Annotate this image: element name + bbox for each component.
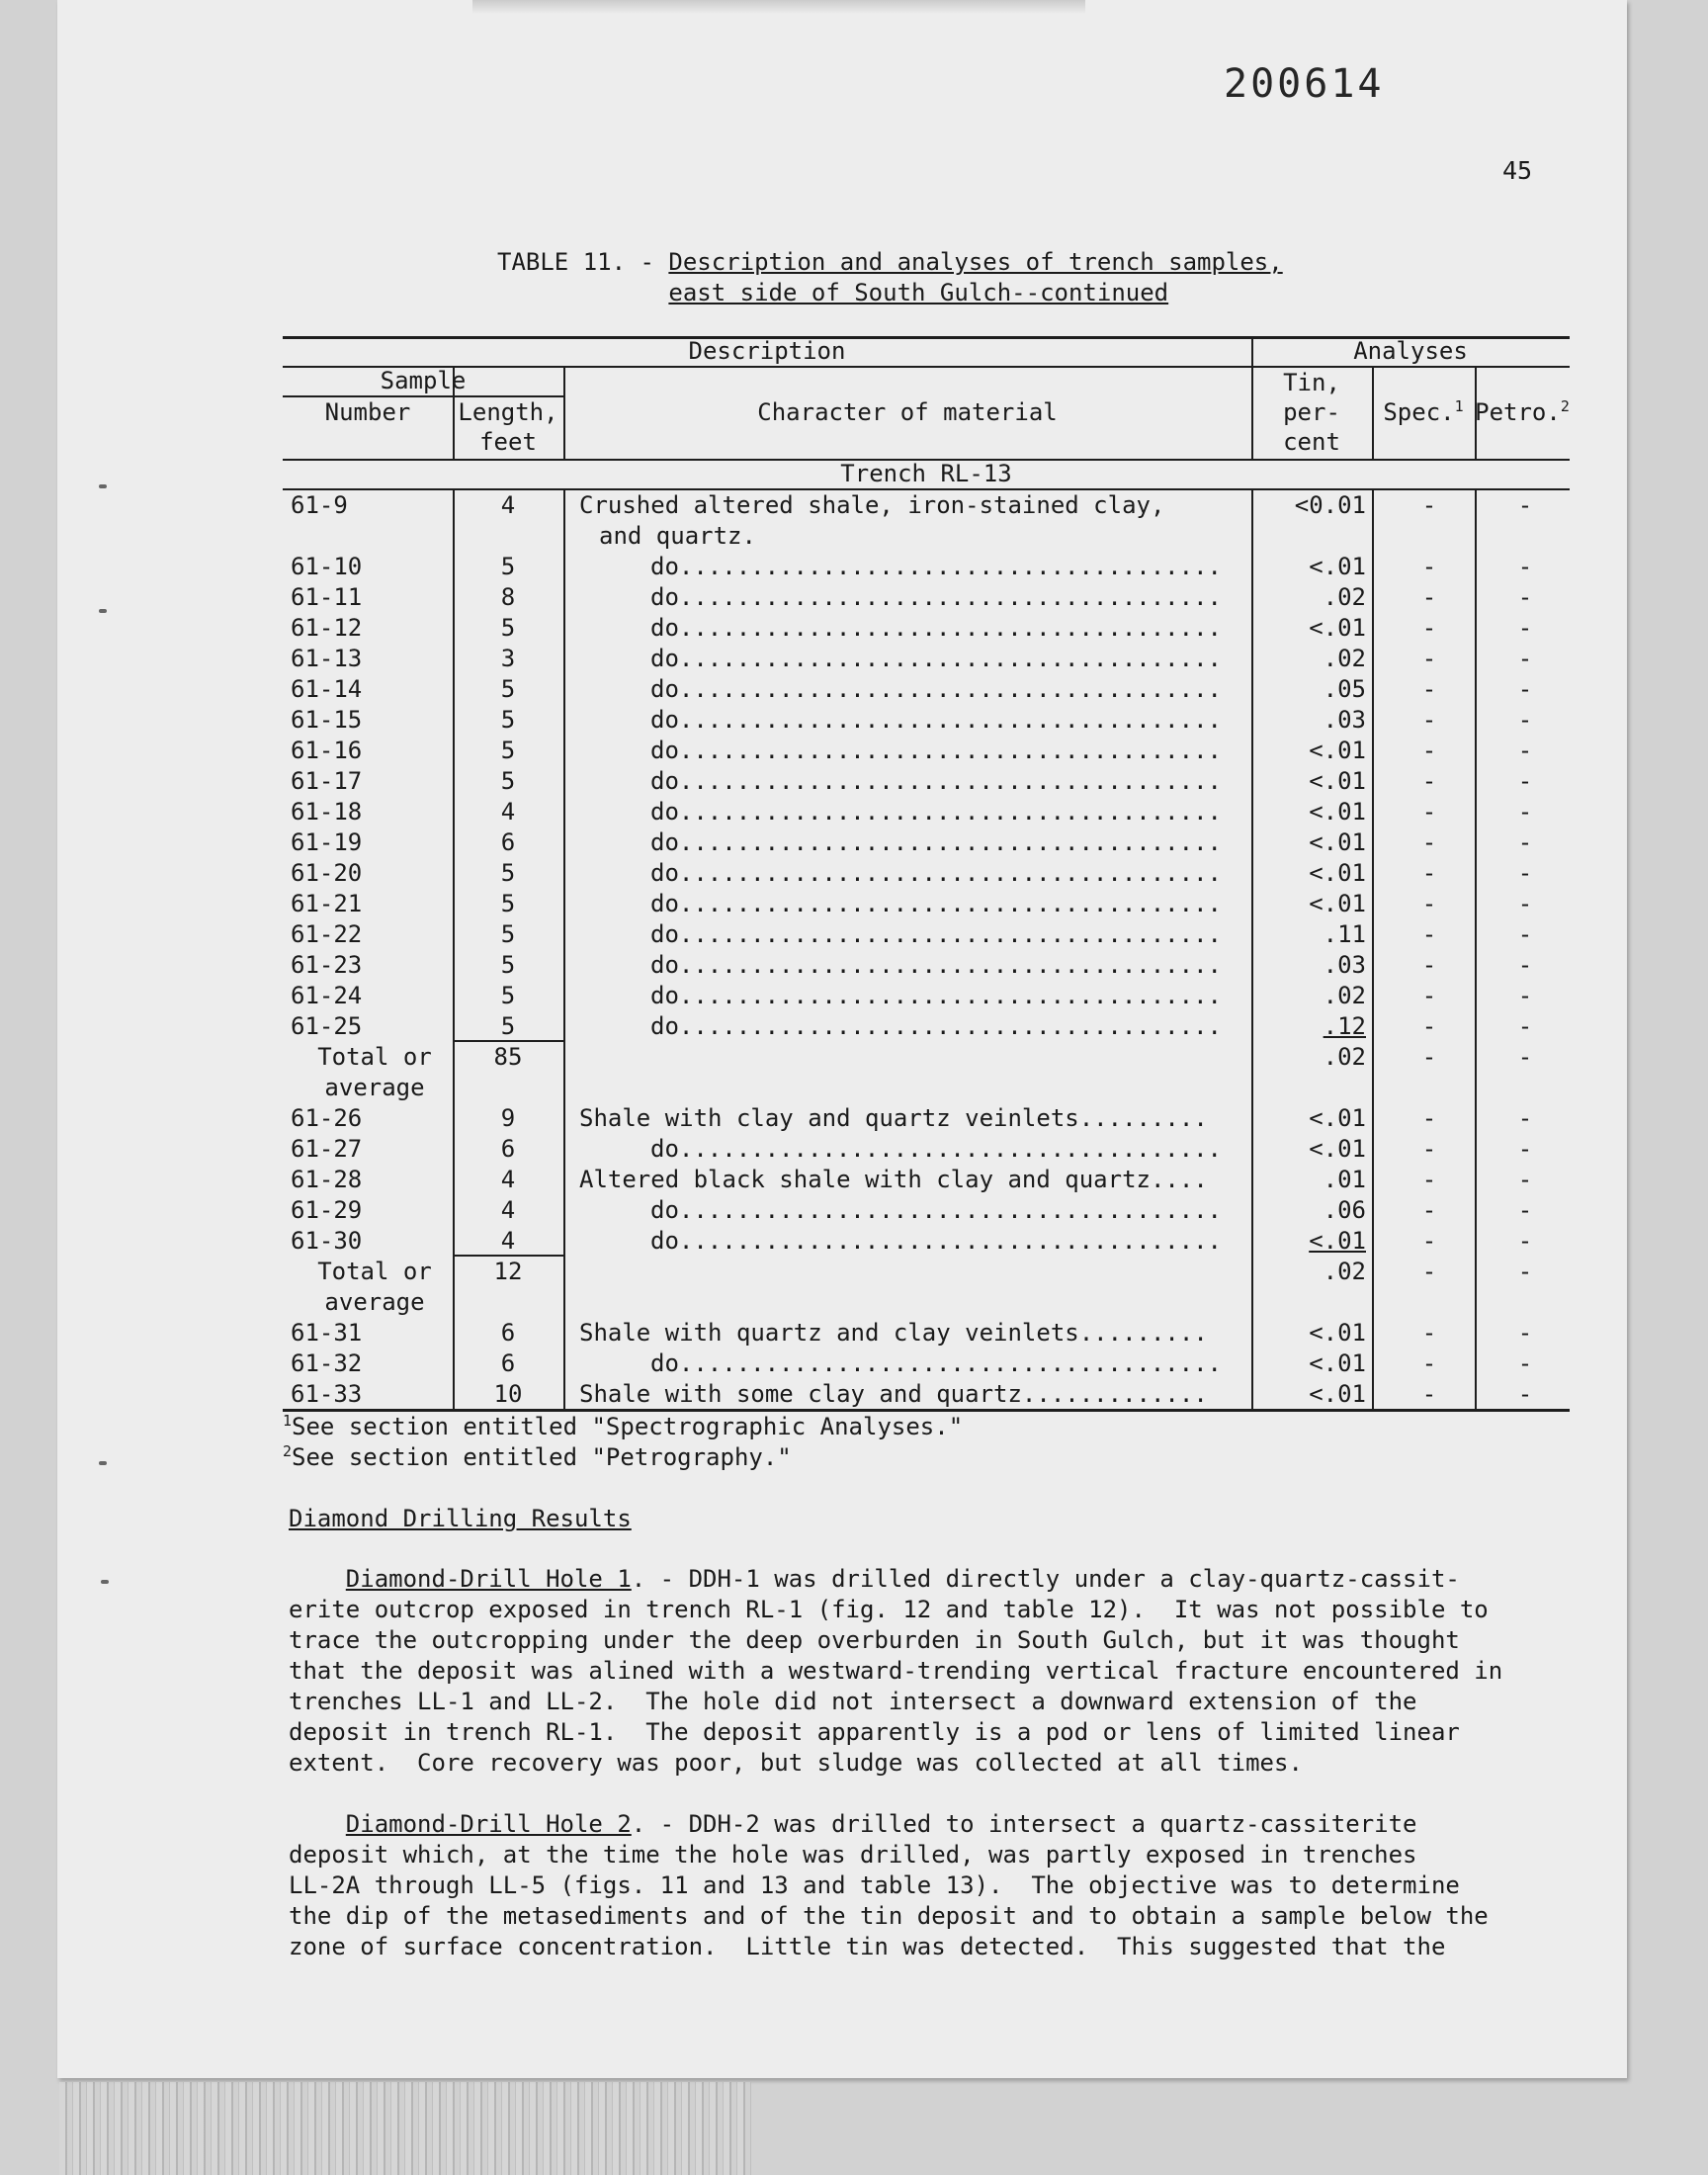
cell-tin-percent: <.01 (1309, 737, 1366, 764)
cell-spec: - (1421, 1012, 1437, 1040)
table-row (283, 858, 1570, 889)
cell-length: 5 (500, 982, 516, 1009)
cell-character: do...................................... (650, 828, 1222, 856)
table-row (283, 919, 1570, 950)
cell-number: 61-29 (291, 1196, 363, 1224)
cell-tin-percent: <.01 (1309, 798, 1366, 826)
margin-mark (99, 1461, 107, 1465)
table-row (283, 950, 1570, 981)
cell-number: 61-15 (291, 706, 363, 734)
cell-number: 61-9 (291, 491, 348, 519)
cell-length: 5 (500, 767, 516, 795)
cell-number: 61-30 (291, 1227, 363, 1255)
footnotes (283, 1412, 963, 1473)
cell-spec: - (1421, 798, 1437, 826)
cell-tin-percent: <0.01 (1294, 491, 1366, 519)
cell-tin-percent: .05 (1323, 675, 1366, 703)
cell-spec: - (1421, 491, 1437, 519)
cell-spec: - (1421, 1227, 1437, 1255)
cell-petro: - (1517, 1380, 1533, 1408)
para1-line-5: deposit in trench RL-1. The deposit apparently is a pod or lens of limited linear (289, 1718, 1460, 1746)
cell-tin-percent: <.01 (1309, 890, 1366, 917)
table-body (283, 490, 1570, 1410)
cell-petro: - (1517, 1258, 1533, 1285)
cell-number: 61-24 (291, 982, 363, 1009)
table-row (283, 552, 1570, 582)
cell-petro: - (1517, 1349, 1533, 1377)
cell-character: do...................................... (650, 645, 1222, 672)
cell-length: 85 (493, 1043, 523, 1071)
cell-tin-percent: <.01 (1309, 767, 1366, 795)
cell-spec: - (1421, 982, 1437, 1009)
cell-length: 3 (500, 645, 516, 672)
table-title-continued: east side of South Gulch--continued (668, 279, 1169, 306)
cell-tin-percent: <.01 (1309, 614, 1366, 642)
para2-line-3: the dip of the metasediments and of the tin deposit and to obtain a sample below the (289, 1902, 1489, 1930)
cell-length: 8 (500, 583, 516, 611)
cell-tin-percent: <.01 (1309, 859, 1366, 887)
cell-petro: - (1517, 920, 1533, 948)
cell-length: 12 (493, 1258, 523, 1285)
cell-spec: - (1421, 614, 1437, 642)
cell-number: 61-32 (291, 1349, 363, 1377)
table-title (497, 247, 1283, 308)
cell-spec: - (1421, 1135, 1437, 1163)
cell-number: 61-22 (291, 920, 363, 948)
table-row (283, 889, 1570, 919)
cell-number: 61-25 (291, 1012, 363, 1040)
cell-petro: - (1517, 1319, 1533, 1347)
cell-character: Altered black shale with clay and quartz.... (579, 1166, 1208, 1193)
para1-line-4: trenches LL-1 and LL-2. The hole did not intersect a downward extension of the (289, 1688, 1417, 1715)
cell-character: do...................................... (650, 1227, 1222, 1255)
cell-number: 61-31 (291, 1319, 363, 1347)
cell-number: 61-13 (291, 645, 363, 672)
margin-mark (101, 1580, 109, 1584)
header-sample: Sample (380, 367, 467, 394)
cell-length: 5 (500, 951, 516, 979)
cell-spec: - (1421, 645, 1437, 672)
footnote-1: $^1$See section entitled "Spectrographic Analyses." (283, 1412, 964, 1440)
cell-petro: - (1517, 675, 1533, 703)
para2-line-4: zone of surface concentration. Little tin was detected. This suggested that the (289, 1933, 1446, 1960)
cell-character: Shale with clay and quartz veinlets......... (579, 1104, 1208, 1132)
cell-petro: - (1517, 798, 1533, 826)
cell-spec: - (1421, 1258, 1437, 1285)
cell-character: do...................................... (650, 982, 1222, 1009)
cell-tin-percent: <.01 (1309, 1380, 1366, 1408)
cell-spec: - (1421, 737, 1437, 764)
cell-length: 5 (500, 675, 516, 703)
cell-character: do...................................... (650, 767, 1222, 795)
paragraph-ddh-2 (289, 1809, 1574, 1962)
cell-petro: - (1517, 614, 1533, 642)
cell-character: do...................................... (650, 1349, 1222, 1377)
table-row (283, 705, 1570, 736)
cell-tin-percent: <.01 (1309, 1319, 1366, 1347)
cell-character: Crushed altered shale, iron-stained clay, (579, 491, 1165, 519)
cell-spec: - (1421, 1104, 1437, 1132)
cell-petro: - (1517, 1043, 1533, 1071)
table-row (283, 644, 1570, 674)
scan-smudge (472, 0, 1085, 14)
cell-spec: - (1421, 675, 1437, 703)
cell-length: 6 (500, 828, 516, 856)
cell-character: do...................................... (650, 1012, 1222, 1040)
margin-mark (99, 484, 107, 488)
cell-character: do...................................... (650, 798, 1222, 826)
cell-spec: - (1421, 767, 1437, 795)
cell-petro: - (1517, 1166, 1533, 1193)
trench-samples-table (283, 336, 1570, 1414)
footnote-2: $^2$See section entitled "Petrography." (283, 1442, 792, 1471)
table-row (283, 1226, 1570, 1257)
cell-character: do...................................... (650, 675, 1222, 703)
cell-petro: - (1517, 491, 1533, 519)
header-description: Description (688, 337, 846, 365)
cell-number: 61-12 (291, 614, 363, 642)
cell-length: 10 (493, 1380, 523, 1408)
cell-petro: - (1517, 553, 1533, 580)
cell-tin-percent: .02 (1323, 1258, 1366, 1285)
cell-spec: - (1421, 920, 1437, 948)
cell-petro: - (1517, 890, 1533, 917)
cell-tin-percent: <.01 (1309, 1349, 1366, 1377)
header-petro: Petro.$^2$ (1475, 397, 1570, 426)
trench-label: Trench RL-13 (840, 460, 1012, 487)
cell-length: 5 (500, 920, 516, 948)
cell-character: do...................................... (650, 1135, 1222, 1163)
cell-length: 5 (500, 553, 516, 580)
cell-length: 4 (500, 1196, 516, 1224)
total-row (283, 1042, 1570, 1103)
cell-tin-percent: <.01 (1309, 553, 1366, 580)
cell-number: 61-23 (291, 951, 363, 979)
cell-petro: - (1517, 583, 1533, 611)
para2-line-2: LL-2A through LL-5 (figs. 11 and 13 and table 13). The objective was to determine (289, 1871, 1460, 1899)
cell-number: 61-20 (291, 859, 363, 887)
cell-tin-percent: .03 (1323, 951, 1366, 979)
cell-spec: - (1421, 553, 1437, 580)
page-number: 45 (1502, 156, 1533, 185)
table-title-prefix: TABLE 11. - (497, 248, 669, 276)
header-spec: Spec.$^1$ (1383, 397, 1464, 426)
table-row (283, 674, 1570, 705)
cell-character-continued: and quartz. (599, 522, 756, 550)
cell-tin-percent: .02 (1323, 645, 1366, 672)
table-row (283, 1165, 1570, 1195)
cell-petro: - (1517, 706, 1533, 734)
cell-petro: - (1517, 828, 1533, 856)
scan-edge-strip (59, 2082, 751, 2175)
para1-line-3: that the deposit was alined with a westward-trending vertical fracture encountered in (289, 1657, 1503, 1685)
cell-length: 6 (500, 1349, 516, 1377)
cell-spec: - (1421, 951, 1437, 979)
cell-petro: - (1517, 737, 1533, 764)
cell-tin-percent: <.01 (1309, 1135, 1366, 1163)
cell-length: 5 (500, 890, 516, 917)
cell-character: do...................................... (650, 737, 1222, 764)
cell-length: 5 (453, 1011, 563, 1042)
cell-tin-percent: .12 (1323, 1012, 1366, 1040)
table-row (283, 827, 1570, 858)
table-title-main: Description and analyses of trench samples, (668, 248, 1283, 276)
cell-tin-percent: <.01 (1309, 1227, 1366, 1255)
para1-line-6: extent. Core recovery was poor, but sludge was collected at all times. (289, 1749, 1303, 1777)
header-length: Length, (458, 398, 558, 426)
cell-number: 61-26 (291, 1104, 363, 1132)
cell-character: Shale with quartz and clay veinlets......... (579, 1319, 1208, 1347)
cell-number: 61-21 (291, 890, 363, 917)
cell-petro: - (1517, 645, 1533, 672)
cell-character: do...................................... (650, 951, 1222, 979)
cell-spec: - (1421, 1166, 1437, 1193)
cell-petro: - (1517, 982, 1533, 1009)
table-row (283, 1195, 1570, 1226)
table-row (283, 797, 1570, 827)
cell-character: do...................................... (650, 1196, 1222, 1224)
para2-line-1: deposit which, at the time the hole was drilled, was partly exposed in trenches (289, 1841, 1417, 1869)
margin-mark (99, 609, 107, 613)
header-tin-cent: cent (1283, 428, 1340, 456)
cell-tin-percent: <.01 (1309, 1104, 1366, 1132)
cell-character: do...................................... (650, 706, 1222, 734)
cell-petro: - (1517, 951, 1533, 979)
document-page (57, 0, 1627, 2078)
document-number: 200614 (1224, 61, 1385, 107)
header-analyses: Analyses (1353, 337, 1468, 365)
cell-petro: - (1517, 1012, 1533, 1040)
cell-character: do...................................... (650, 583, 1222, 611)
cell-length: 4 (500, 1166, 516, 1193)
cell-petro: - (1517, 1196, 1533, 1224)
cell-length: 5 (500, 737, 516, 764)
cell-petro: - (1517, 1104, 1533, 1132)
cell-spec: - (1421, 1319, 1437, 1347)
cell-number: 61-14 (291, 675, 363, 703)
cell-length: 6 (500, 1135, 516, 1163)
header-character: Character of material (757, 398, 1058, 426)
cell-tin-percent: .02 (1323, 1043, 1366, 1071)
header-tin-per: per- (1283, 398, 1340, 426)
cell-tin-percent: .01 (1323, 1166, 1366, 1193)
table-row (283, 1318, 1570, 1348)
cell-tin-percent: .02 (1323, 583, 1366, 611)
cell-length: 5 (500, 859, 516, 887)
cell-length: 4 (453, 1226, 563, 1257)
header-length-unit: feet (479, 428, 537, 456)
para1-line-0: Diamond-Drill Hole 1. - DDH-1 was drilled directly under a clay-quartz-cassit- (345, 1565, 1460, 1593)
table-row (283, 1134, 1570, 1165)
cell-length: 4 (500, 491, 516, 519)
cell-petro: - (1517, 1227, 1533, 1255)
cell-length: 9 (500, 1104, 516, 1132)
cell-number: 61-17 (291, 767, 363, 795)
paragraph-ddh-1 (289, 1564, 1574, 1779)
cell-length: 6 (500, 1319, 516, 1347)
header-number: Number (324, 398, 411, 426)
cell-character: do...................................... (650, 614, 1222, 642)
cell-number: Total or average (317, 1258, 432, 1316)
cell-number: 61-11 (291, 583, 363, 611)
cell-spec: - (1421, 890, 1437, 917)
cell-character: do...................................... (650, 553, 1222, 580)
cell-length: 5 (500, 706, 516, 734)
cell-tin-percent: .02 (1323, 982, 1366, 1009)
cell-character: do...................................... (650, 890, 1222, 917)
section-heading: Diamond Drilling Results (289, 1505, 632, 1532)
para1-line-1: erite outcrop exposed in trench RL-1 (fig. 12 and table 12). It was not possible to (289, 1596, 1489, 1623)
total-row (283, 1257, 1570, 1318)
cell-spec: - (1421, 1043, 1437, 1071)
table-row (283, 981, 1570, 1011)
cell-number: Total or average (317, 1043, 432, 1101)
header-tin: Tin, (1283, 369, 1340, 396)
cell-tin-percent: .06 (1323, 1196, 1366, 1224)
cell-petro: - (1517, 1135, 1533, 1163)
cell-spec: - (1421, 583, 1437, 611)
cell-number: 61-19 (291, 828, 363, 856)
table-row (283, 1103, 1570, 1134)
table-row (283, 736, 1570, 766)
para1-line-2: trace the outcropping under the deep overburden in South Gulch, but it was thought (289, 1626, 1460, 1654)
cell-length: 5 (500, 614, 516, 642)
cell-number: 61-18 (291, 798, 363, 826)
cell-number: 61-27 (291, 1135, 363, 1163)
table-row (283, 582, 1570, 613)
table-row (283, 1348, 1570, 1379)
cell-tin-percent: <.01 (1309, 828, 1366, 856)
table-row (283, 490, 1570, 552)
cell-spec: - (1421, 828, 1437, 856)
cell-character: do...................................... (650, 859, 1222, 887)
cell-tin-percent: .11 (1323, 920, 1366, 948)
cell-number: 61-28 (291, 1166, 363, 1193)
table-row (283, 1011, 1570, 1042)
cell-spec: - (1421, 1349, 1437, 1377)
cell-spec: - (1421, 859, 1437, 887)
table-row (283, 766, 1570, 797)
cell-spec: - (1421, 1196, 1437, 1224)
cell-number: 61-10 (291, 553, 363, 580)
cell-spec: - (1421, 1380, 1437, 1408)
cell-character: Shale with some clay and quartz............. (579, 1380, 1208, 1408)
cell-petro: - (1517, 859, 1533, 887)
cell-length: 4 (500, 798, 516, 826)
cell-character: do...................................... (650, 920, 1222, 948)
cell-number: 61-33 (291, 1380, 363, 1408)
para2-line-0: Diamond-Drill Hole 2. - DDH-2 was drilled to intersect a quartz-cassiterite (345, 1810, 1417, 1838)
cell-spec: - (1421, 706, 1437, 734)
table-row (283, 1379, 1570, 1410)
table-row (283, 613, 1570, 644)
cell-tin-percent: .03 (1323, 706, 1366, 734)
cell-petro: - (1517, 767, 1533, 795)
cell-number: 61-16 (291, 737, 363, 764)
